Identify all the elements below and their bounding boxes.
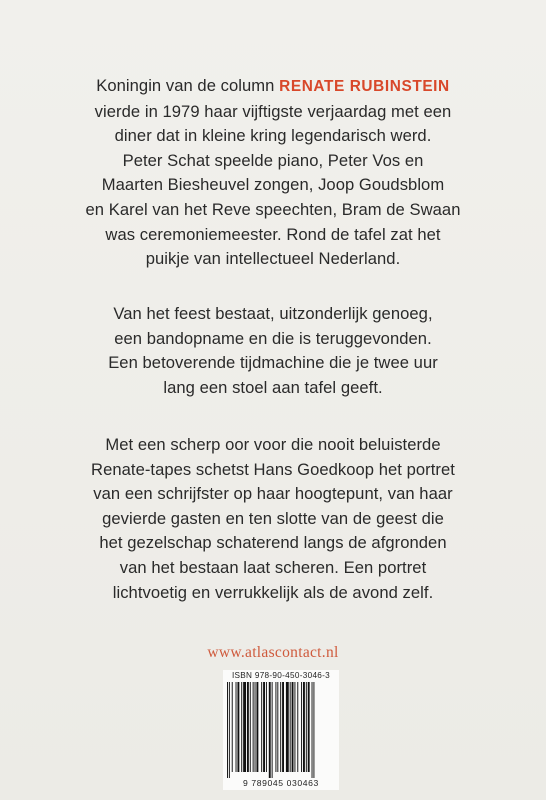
barcode-bar (250, 682, 251, 772)
isbn-label: ISBN 978-90-450-3046-3 (231, 671, 331, 680)
blurb-line: het gezelschap schaterend langs de afgronden (99, 533, 447, 553)
barcode-bar (290, 682, 291, 772)
barcode-bar (280, 682, 281, 772)
blurb-line: Van het feest bestaat, uitzonderlijk genoeg, (113, 304, 433, 323)
barcode-bar (255, 682, 256, 772)
blurb-lead: Koningin van de column (96, 76, 280, 95)
barcode-bar (269, 682, 271, 778)
barcode-bar (292, 682, 294, 772)
barcode-bar (232, 682, 233, 772)
barcode-bar (227, 682, 228, 778)
blurb-paragraph-1 (60, 74, 486, 272)
barcode-bar (303, 682, 305, 772)
barcode-bar (313, 682, 314, 778)
ean-digits: 9 789045 030463 (243, 778, 319, 788)
blurb-line: lichtvoetig en verrukkelijk als de avond zelf. (112, 582, 434, 602)
blurb-line (60, 74, 486, 100)
barcode-bar (282, 682, 284, 772)
barcode-bar (301, 682, 302, 772)
barcode-bar (236, 682, 237, 772)
blurb-line: van een schrijfster op haar hoogtepunt, van haar (93, 484, 453, 504)
barcode-bar (229, 682, 230, 778)
barcode-bar (312, 682, 313, 778)
barcode-block (223, 670, 339, 790)
blurb-line: van het bestaan laat scheren. Een portret (119, 557, 427, 577)
blurb-line: Renate-tapes schetst Hans Goedkoop het portret (91, 459, 455, 479)
publisher-url[interactable]: www.atlascontact.nl (207, 644, 339, 661)
blurb-line: Met een scherp oor voor die nooit beluisterde (105, 435, 441, 454)
barcode-bar (277, 682, 278, 772)
blurb-line: Een betoverende tijdmachine die je twee uur (108, 353, 438, 373)
barcode-bar (308, 682, 310, 772)
blurb-line: diner dat in kleine kring legendarisch werd. (114, 126, 432, 146)
blurb-line: puikje van intellectueel Nederland. (145, 249, 401, 269)
barcode-bar (275, 682, 276, 772)
barcode-bar (261, 682, 262, 772)
barcode-bar (247, 682, 249, 772)
blurb-line: Peter Schat speelde piano, Peter Vos en (122, 150, 424, 170)
barcode-bar (286, 682, 289, 772)
blurb-line: vierde in 1979 haar vijftigste verjaardag met een (94, 101, 452, 121)
blurb-line: een bandopname en die is teruggevonden. (114, 328, 432, 348)
barcode-bar (306, 682, 307, 772)
barcode-bar (263, 682, 265, 772)
barcode-bar (243, 682, 246, 772)
barcode-bar (297, 682, 298, 772)
barcode-bars (223, 682, 339, 780)
barcode-bar (241, 682, 242, 772)
barcode-bar (266, 682, 267, 772)
barcode-bar (237, 682, 239, 772)
blurb-line: en Karel van het Reve speechten, Bram de Swaan (85, 199, 461, 219)
author-name: RENATE RUBINSTEIN (279, 78, 450, 95)
blurb-paragraph-2 (60, 302, 486, 400)
blurb-line: was ceremoniemeester. Rond de tafel zat het (105, 224, 441, 244)
blurb-line: Maarten Biesheuvel zongen, Joop Goudsblom (101, 175, 445, 195)
blurb-paragraph-3 (60, 433, 486, 605)
blurb-line: gevierde gasten en ten slotte van de geest die (102, 508, 444, 528)
barcode-bar (253, 682, 254, 772)
barcode-bar (294, 682, 295, 772)
barcode-bar (272, 682, 273, 778)
blurb-line: lang een stoel aan tafel geeft. (163, 377, 383, 397)
barcode-bar (256, 682, 258, 772)
